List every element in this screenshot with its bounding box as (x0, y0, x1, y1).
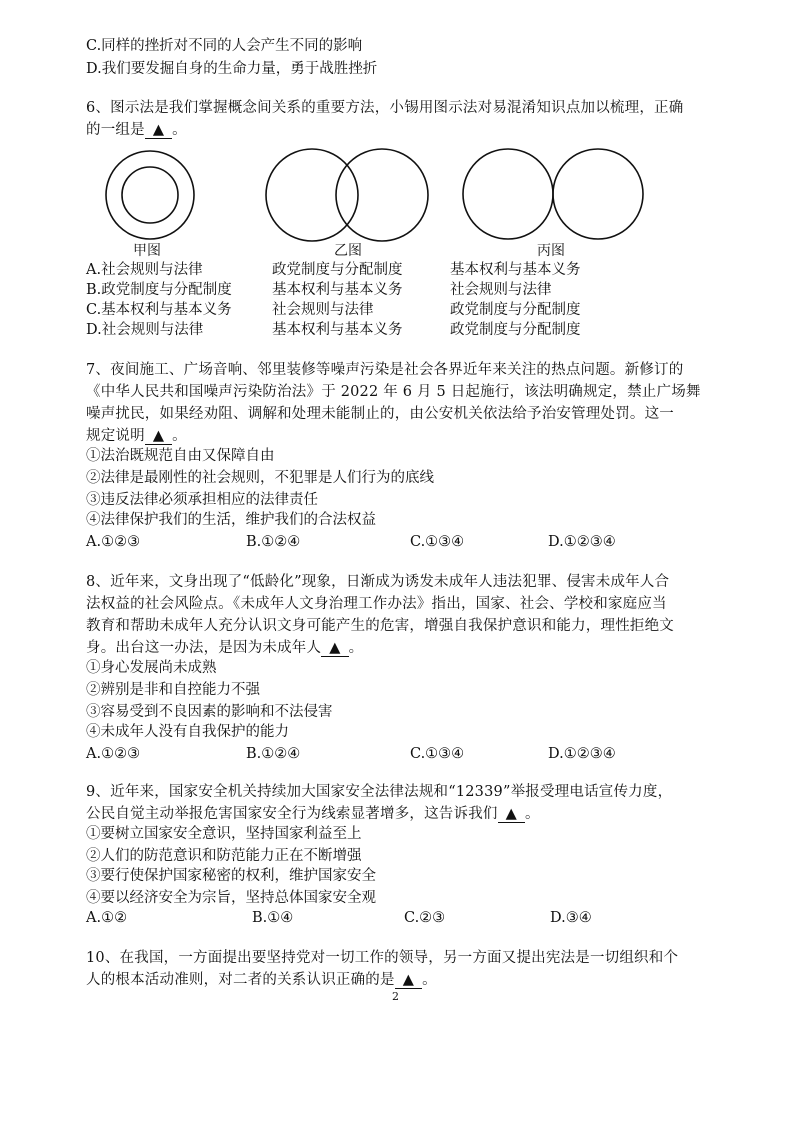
q7-stem-end: 。 (172, 428, 187, 444)
q6-option-d-col3: 政党制度与分配制度 (450, 322, 581, 338)
q7-choice-c: C.①③④ (410, 534, 465, 550)
prev-option-c: C.同样的挫折对不同的人会产生不同的影响 (86, 38, 363, 54)
answer-blank: ▲ (321, 640, 348, 657)
q9-choice-b: B.①④ (252, 910, 294, 926)
q6-option-a-col2: 政党制度与分配制度 (272, 262, 403, 278)
q6-stem-end: 。 (172, 122, 187, 138)
q8-item-2: ②辨别是非和自控能力不强 (86, 682, 260, 698)
q6-option-b-col3: 社会规则与法律 (450, 282, 552, 298)
page-number: 2 (392, 990, 399, 1003)
q9-stem-end: 。 (524, 806, 540, 822)
q6-option-b-col1: B.政党制度与分配制度 (86, 282, 232, 298)
q8-stem-line2: 法权益的社会风险点。《未成年人文身治理工作办法》指出，国家、社会、学校和家庭应当 (86, 596, 667, 612)
q6-stem-line1: 6、图示法是我们掌握概念间关系的重要方法，小锡用图示法对易混淆知识点加以梳理，正确 (86, 100, 684, 116)
q6-option-a-col1: A.社会规则与法律 (86, 262, 203, 278)
q7-stem-line3: 噪声扰民，如果经劝阻、调解和处理未能制止的，由公安机关依法给予治安管理处罚。这一 (86, 406, 674, 422)
q6-option-b-col2: 基本权利与基本义务 (272, 282, 403, 298)
q6-option-d-col2: 基本权利与基本义务 (272, 322, 403, 338)
bing-left-circle (463, 149, 553, 239)
q8-choice-b: B.①②④ (246, 746, 301, 762)
q8-item-3: ③容易受到不良因素的影响和不法侵害 (86, 704, 333, 720)
figure-label-yi: 乙图 (334, 243, 362, 259)
q8-item-1: ①身心发展尚未成熟 (86, 660, 217, 676)
q9-stem-text: 公民自觉主动举报危害国家安全行为线索显著增多，这告诉我们 (86, 806, 498, 822)
q10-stem-end: 。 (422, 972, 437, 988)
q7-choice-a: A.①②③ (86, 534, 141, 550)
q6-option-c-col2: 社会规则与法律 (272, 302, 374, 318)
q7-item-1: ①法治既规范自由又保障自由 (86, 448, 275, 464)
q9-item-3: ③要行使保护国家秘密的权利，维护国家安全 (86, 868, 376, 884)
q8-stem-line4 (86, 638, 363, 658)
q10-stem-line2 (86, 970, 437, 990)
q7-choice-d: D.①②③④ (548, 534, 616, 550)
answer-blank: ▲ (395, 972, 422, 989)
q8-item-4: ④未成年人没有自我保护的能力 (86, 724, 289, 740)
prev-option-d: D.我们要发掘自身的生命力量，勇于战胜挫折 (86, 61, 378, 77)
figure-label-jia: 甲图 (133, 243, 161, 259)
q10-stem-line1: 10、在我国，一方面提出要坚持党对一切工作的领导，另一方面又提出宪法是一切组织和个 (86, 950, 679, 966)
q7-item-2: ②法律是最刚性的社会规则，不犯罪是人们行为的底线 (86, 470, 434, 486)
q7-choice-b: B.①②④ (246, 534, 301, 550)
q8-stem-end: 。 (348, 640, 364, 656)
q9-item-1: ①要树立国家安全意识，坚持国家利益至上 (86, 826, 362, 842)
q9-item-4: ④要以经济安全为宗旨，坚持总体国家安全观 (86, 890, 376, 906)
jia-inner-circle (122, 167, 178, 223)
q8-stem-text: 身。出台这一办法，是因为未成年人 (86, 640, 322, 656)
q9-stem-line1: 9、近年来，国家安全机关持续加大国家安全法律法规和“12339”举报受理电话宣传力度， (86, 784, 673, 800)
q6-option-c-col1: C.基本权利与基本义务 (86, 302, 232, 318)
yi-right-circle (336, 149, 428, 241)
q8-choice-c: C.①③④ (410, 746, 465, 762)
figure-label-bing: 丙图 (537, 243, 565, 259)
jia-outer-circle (106, 151, 194, 239)
q7-stem-line4 (86, 426, 187, 446)
q9-choice-a: A.①② (86, 910, 128, 926)
q7-stem-line1: 7、夜间施工、广场音响、邻里装修等噪声污染是社会各界近年来关注的热点问题。新修订的 (86, 362, 684, 378)
q6-option-a-col3: 基本权利与基本义务 (450, 262, 581, 278)
q6-option-c-col3: 政党制度与分配制度 (450, 302, 581, 318)
q8-stem-line1: 8、近年来，文身出现了“低龄化”现象，日渐成为诱发未成年人违法犯罪、侵害未成年人合 (86, 574, 670, 590)
q8-choice-d: D.①②③④ (548, 746, 616, 762)
q7-stem-line2: 《中华人民共和国噪声污染防治法》于 2022 年 6 月 5 日起施行，该法明确规定，禁止广场舞 (86, 384, 701, 400)
answer-blank: ▲ (498, 806, 525, 823)
q7-item-3: ③违反法律必须承担相应的法律责任 (86, 492, 318, 508)
q6-stem-text: 的一组是 (86, 122, 145, 138)
bing-right-circle (553, 149, 643, 239)
q8-choice-a: A.①②③ (86, 746, 141, 762)
q9-choice-d: D.③④ (550, 910, 592, 926)
q10-stem-text: 人的根本活动准则，对二者的关系认识正确的是 (86, 972, 395, 988)
q9-item-2: ②人们的防范意识和防范能力正在不断增强 (86, 848, 362, 864)
answer-blank: ▲ (145, 428, 172, 445)
q8-stem-line3: 教育和帮助未成年人充分认识文身可能产生的危害，增强自我保护意识和能力，理性拒绝文 (86, 618, 674, 634)
yi-left-circle (266, 149, 358, 241)
q9-stem-line2 (86, 804, 540, 824)
q6-option-d-col1: D.社会规则与法律 (86, 322, 204, 338)
answer-blank: ▲ (145, 122, 172, 139)
q9-choice-c: C.②③ (404, 910, 446, 926)
q7-stem-text: 规定说明 (86, 428, 145, 444)
q7-item-4: ④法律保护我们的生活，维护我们的合法权益 (86, 512, 376, 528)
